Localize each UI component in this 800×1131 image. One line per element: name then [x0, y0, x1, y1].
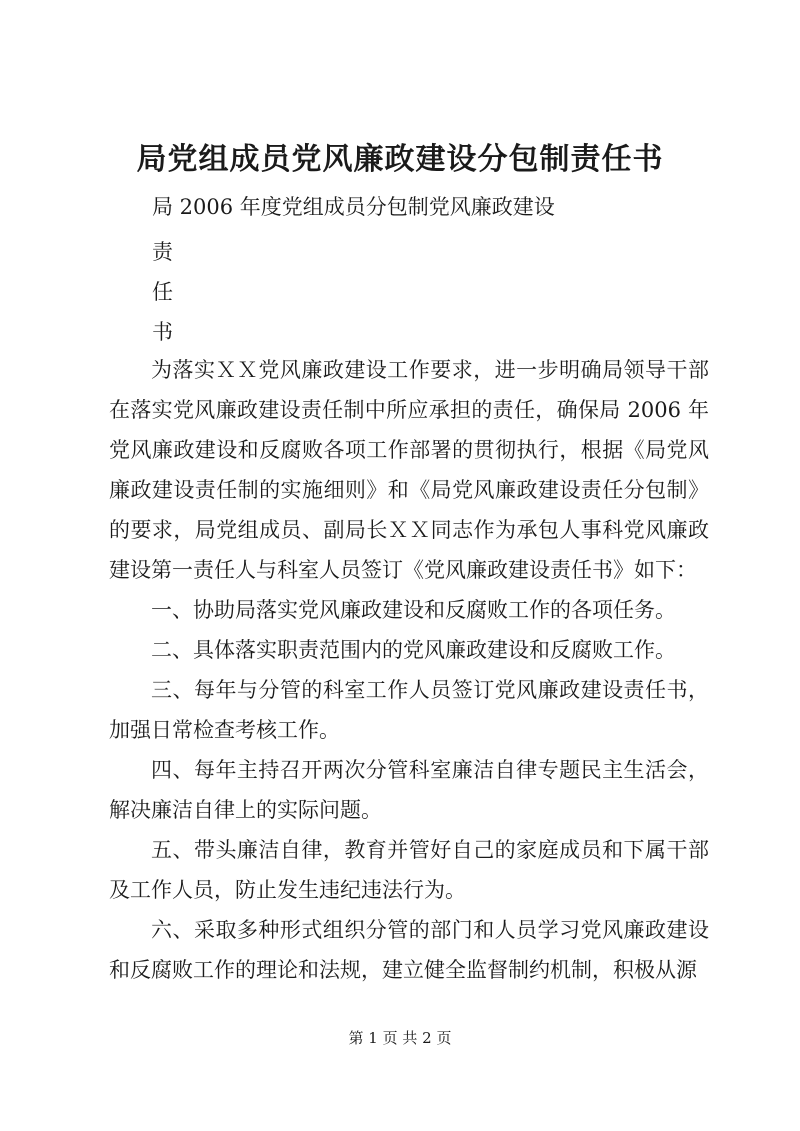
paragraph-intro: 为落实ＸＸ党风廉政建设工作要求，进一步明确局领导干部在落实党风廉政建设责任制中所应承担的责任，确保局 2006 年党风廉政建设和反腐败各项工作部署的贯彻执行，根据《局党风廉政建设责任制的实施细则》和《局党风廉政建设责任分包制》的要求，局党组成员、副局长ＸＸ同志作为承包人事科党风廉政建设第一责任人与科室人员签订《党风廉政建设责任书》如下：: [109, 358, 709, 582]
vertical-char-1: 责: [152, 240, 173, 264]
document-subtitle: 局 2006 年度党组成员分包制党风廉政建设: [152, 195, 555, 219]
vertical-char-2: 任: [152, 280, 173, 304]
paragraph-item-1: 一、协助局落实党风廉政建设和反腐败工作的各项任务。: [151, 598, 676, 622]
vertical-char-3: 书: [152, 320, 173, 344]
paragraph-item-6: 六、采取多种形式组织分管的部门和人员学习党风廉政建设和反腐败工作的理论和法规，建立健全监督制约机制，积极从源: [109, 918, 709, 982]
paragraph-item-3: 三、每年与分管的科室工作人员签订党风廉政建设责任书，加强日常检查考核工作。: [109, 678, 709, 742]
document-title: 局党组成员党风廉政建设分包制责任书: [136, 142, 664, 177]
document-body: [109, 350, 709, 990]
page-footer: 第 1 页 共 2 页: [348, 1029, 452, 1047]
paragraph-item-4: 四、每年主持召开两次分管科室廉洁自律专题民主生活会，解决廉洁自律上的实际问题。: [109, 758, 709, 822]
paragraph-item-5: 五、带头廉洁自律，教育并管好自己的家庭成员和下属干部及工作人员，防止发生违纪违法行为。: [109, 838, 709, 902]
paragraph-item-2: 二、具体落实职责范围内的党风廉政建设和反腐败工作。: [151, 638, 676, 662]
